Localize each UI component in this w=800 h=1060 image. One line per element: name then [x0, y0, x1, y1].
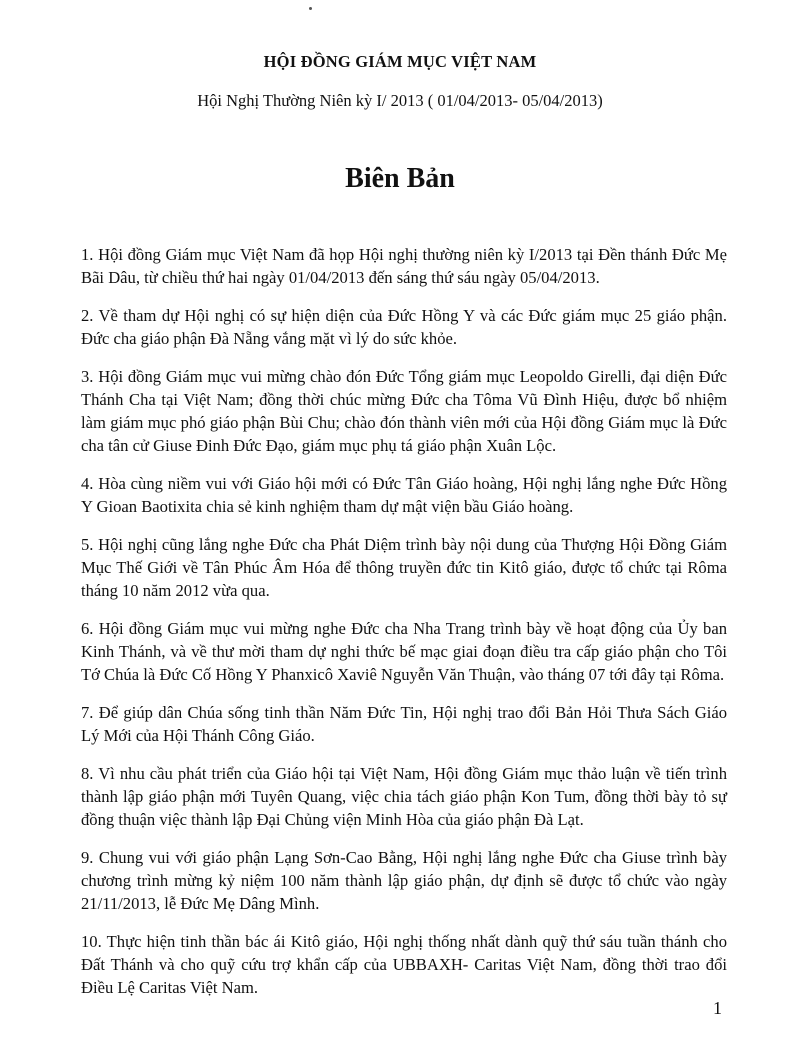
paragraph-6: 6. Hội đồng Giám mục vui mừng nghe Đức cha Nha Trang trình bày về hoạt động của Ủy ban Kinh Thánh, và về thư mời tham dự nghi thức bế mạc giai đoạn điều tra cấp giáo phận cho Tôi Tớ Chúa là Đức Cố Hồng Y Phanxicô Xaviê Nguyễn Văn Thuận, vào tháng 07 tới đây tại Rôma.	[81, 619, 727, 684]
scan-speck	[309, 7, 312, 10]
page-number: 1	[713, 998, 722, 1018]
paragraph-5: 5. Hội nghị cũng lắng nghe Đức cha Phát Diệm trình bày nội dung của Thượng Hội Đồng Giám Mục Thế Giới về Tân Phúc Âm Hóa để thông truyền đức tin Kitô giáo, được tổ chức tại Rôma tháng 10 năm 2012 vừa qua.	[81, 535, 727, 600]
paragraph-9: 9. Chung vui với giáo phận Lạng Sơn-Cao Bằng, Hội nghị lắng nghe Đức cha Giuse trình bày chương trình mừng kỷ niệm 100 năm thành lập giáo phận, dự định sẽ được tổ chức vào ngày 21/11/2013, lễ Đức Mẹ Dâng Mình.	[81, 848, 727, 913]
paragraph-1: 1. Hội đồng Giám mục Việt Nam đã họp Hội nghị thường niên kỳ I/2013 tại Đền thánh Đức Mẹ Bãi Dâu, từ chiều thứ hai ngày 01/04/2013 đến sáng thứ sáu ngày 05/04/2013.	[81, 245, 727, 287]
document-body	[81, 243, 727, 1014]
document-title: Biên Bản	[345, 163, 455, 194]
paragraph-8: 8. Vì nhu cầu phát triển của Giáo hội tại Việt Nam, Hội đồng Giám mục thảo luận về tiến trình thành lập giáo phận mới Tuyên Quang, việc chia tách giáo phận Kon Tum, đồng thời bày tỏ sự đồng thuận việc thành lập Đại Chủng viện Minh Hòa của giáo phận Đà Lạt.	[81, 764, 727, 829]
paragraph-2: 2. Về tham dự Hội nghị có sự hiện diện của Đức Hồng Y và các Đức giám mục 25 giáo phận. Đức cha giáo phận Đà Nẵng vắng mặt vì lý do sức khỏe.	[81, 306, 727, 348]
paragraph-3: 3. Hội đồng Giám mục vui mừng chào đón Đức Tổng giám mục Leopoldo Girelli, đại diện Đức Thánh Cha tại Việt Nam; đồng thời chúc mừng Đức cha Tôma Vũ Đình Hiệu, được bổ nhiệm làm giám mục phó giáo phận Bùi Chu; chào đón thành viên mới của Hội đồng Giám mục là Đức cha tân cử Giuse Đinh Đức Đạo, giám mục phụ tá giáo phận Xuân Lộc.	[81, 367, 727, 455]
paragraph-10: 10. Thực hiện tinh thần bác ái Kitô giáo, Hội nghị thống nhất dành quỹ thứ sáu tuần thánh cho Đất Thánh và cho quỹ cứu trợ khẩn cấp của UBBAXH- Caritas Việt Nam, đồng thời trao đổi Điều Lệ Caritas Việt Nam.	[81, 932, 727, 997]
paragraph-7: 7. Để giúp dân Chúa sống tinh thần Năm Đức Tin, Hội nghị trao đổi Bản Hỏi Thưa Sách Giáo Lý Mới của Hội Thánh Công Giáo.	[81, 703, 727, 745]
organization-heading: HỘI ĐỒNG GIÁM MỤC VIỆT NAM	[263, 52, 537, 71]
conference-subtitle: Hội Nghị Thường Niên kỳ I/ 2013 ( 01/04/2013- 05/04/2013)	[197, 91, 603, 110]
paragraph-4: 4. Hòa cùng niềm vui với Giáo hội mới có Đức Tân Giáo hoàng, Hội nghị lắng nghe Đức Hồng Y Gioan Baotixita chia sẻ kinh nghiệm tham dự mật viện bầu Giáo hoàng.	[81, 474, 727, 516]
